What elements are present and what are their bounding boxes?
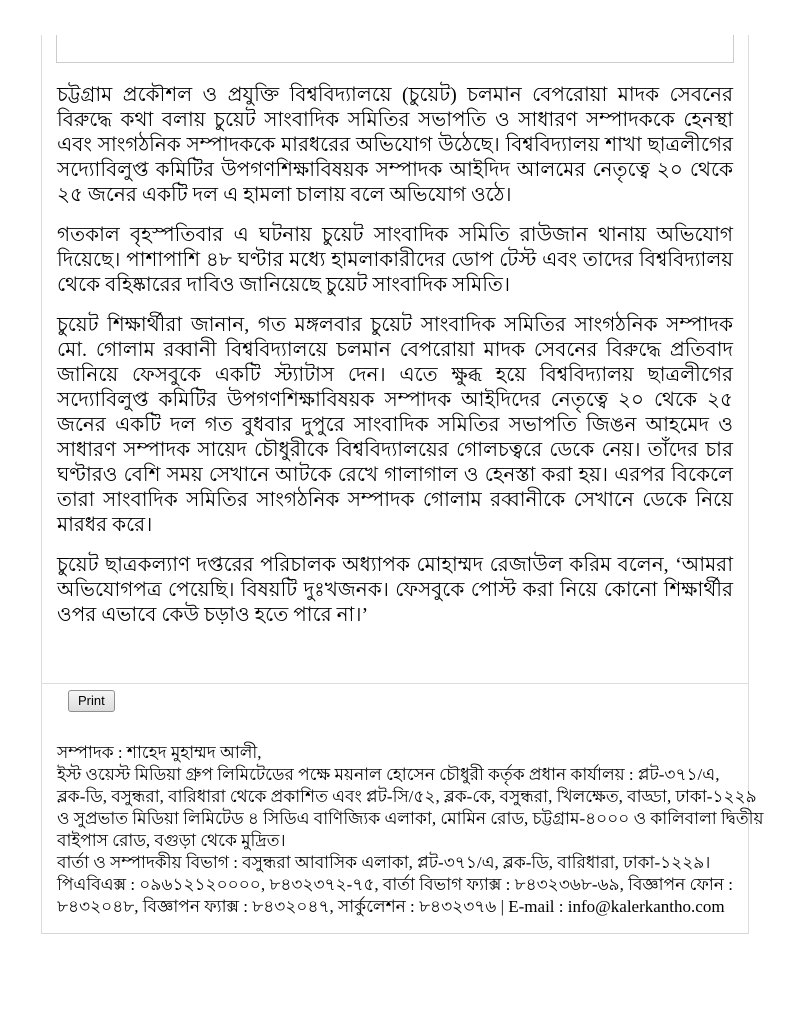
article-paragraph: চুয়েট ছাত্রকল্যাণ দপ্তরের পরিচালক অধ্যাপক মোহাম্মদ রেজাউল করিম বলেন, ‘আমরা অভিযোগপত্র পেয়েছি। বিষয়টি দুঃখজনক। ফেসবুকে পোস্ট করা নিয়ে কোনো শিক্ষার্থীর ওপর এভাবে কেউ চড়াও হতে পারে না।’ <box>57 554 733 626</box>
footer-line-editor: সম্পাদক : শাহেদ মুহাম্মদ আলী, <box>57 743 262 762</box>
article-body <box>42 83 748 628</box>
footer-line-email: ৮৪৩২০৪৮, বিজ্ঞাপন ফ্যাক্স : ৮৪৩২০৪৭, সার্কুলেশন : ৮৪৩২৩৭৬ | E-mail : info@kalerkantho.com <box>57 897 725 916</box>
footer <box>42 742 764 933</box>
footer-line: ইস্ট ওয়েস্ট মিডিয়া গ্রুপ লিমিটেডের পক্ষে ময়নাল হোসেন চৌধুরী কর্তৃক প্রধান কার্যালয় : প্লট-৩৭১/এ, <box>57 765 720 784</box>
article-paragraph: চুয়েট শিক্ষার্থীরা জানান, গত মঙ্গলবার চুয়েট সাংবাদিক সমিতির সাংগঠনিক সম্পাদক মো. গোলাম রব্বানী বিশ্ববিদ্যালয়ে চলমান বেপরোয়া মাদক সেবনের বিরুদ্ধে প্রতিবাদ জানিয়ে ফেসবুকে একটি স্ট্যাটাস দেন। এতে ক্ষুব্ধ হয়ে বিশ্ববিদ্যালয় ছাত্রলীগের সদ্যোবিলুপ্ত কমিটির উপগণশিক্ষাবিষয়ক সম্পাদক আইদিদের নেতৃত্বে ২০ থেকে ২৫ জনের একটি দল গত বুধবার দুপুরে সাংবাদিক সমিতির সভাপতি জিঙন আহমেদ ও সাধারণ সম্পাদক সায়েদ চৌধুরীকে বিশ্ববিদ্যালয়ের গোলচত্বরে ডেকে নেয়। তাঁদের চার ঘণ্টারও বেশি সময় সেখানে আটকে রেখে গালাগাল ও হেনস্তা করা হয়। এরপর বিকেলে তারা সাংবাদিক সমিতির সাংগঠনিক সম্পাদক গোলাম রব্বানীকে সেখানে ডেকে নিয়ে মারধর করে। <box>57 314 733 536</box>
article-paragraph: চট্টগ্রাম প্রকৌশল ও প্রযুক্তি বিশ্ববিদ্যালয়ে (চুয়েট) চলমান বেপরোয়া মাদক সেবনের বিরুদ্ধে কথা বলায় চুয়েট সাংবাদিক সমিতির সভাপতি ও সাধারণ সম্পাদককে হেনস্থা এবং সাংগঠনিক সম্পাদককে মারধরের অভিযোগ উঠেছে। বিশ্ববিদ্যালয় শাখা ছাত্রলীগের সদ্যোবিলুপ্ত কমিটির উপগণশিক্ষাবিষয়ক সম্পাদক আইদিদ আলমের নেতৃত্বে ২০ থেকে ২৫ জনের একটি দল এ হামলা চালায় বলে অভিযোগ ওঠে। <box>57 84 733 206</box>
article-image-placeholder <box>56 35 734 63</box>
footer-line: ও সুপ্রভাত মিডিয়া লিমিটেড ৪ সিডিএ বাণিজ্যিক এলাকা, মোমিন রোড, চট্টগ্রাম-৪০০০ ও কালিবালা দ্বিতীয় <box>57 809 764 828</box>
footer-line: ব্লক-ডি, বসুন্ধরা, বারিধারা থেকে প্রকাশিত এবং প্লট-সি/৫২, ব্লক-কে, বসুন্ধরা, খিলক্ষেত, বাড্ডা, ঢাকা-১২২৯ <box>57 787 757 806</box>
print-button[interactable]: Print <box>68 690 115 712</box>
article-container <box>41 35 764 934</box>
footer-line: বাইপাস রোড, বগুড়া থেকে মুদ্রিত। <box>57 831 286 850</box>
article-paragraph: গতকাল বৃহস্পতিবার এ ঘটনায় চুয়েট সাংবাদিক সমিতি রাউজান থানায় অভিযোগ দিয়েছে। পাশাপাশি ৪৮ ঘণ্টার মধ্যে হামলাকারীদের ডোপ টেস্ট এবং তাদের বিশ্ববিদ্যালয় থেকে বহিষ্কারের দাবিও জানিয়েছে চুয়েট সাংবাদিক সমিতি। <box>57 224 733 296</box>
divider <box>42 683 748 684</box>
footer-line-phone: পিএবিএক্স : ০৯৬১২১২০০০০, ৮৪৩২৩৭২-৭৫, বার্তা বিভাগ ফ্যাক্স : ৮৪৩২৩৬৮-৬৯, বিজ্ঞাপন ফোন : <box>57 875 733 894</box>
footer-line-news-dept: বার্তা ও সম্পাদকীয় বিভাগ : বসুন্ধরা আবাসিক এলাকা, প্লট-৩৭১/এ, ব্লক-ডি, বারিধারা, ঢাকা-১২২৯। <box>57 853 711 872</box>
